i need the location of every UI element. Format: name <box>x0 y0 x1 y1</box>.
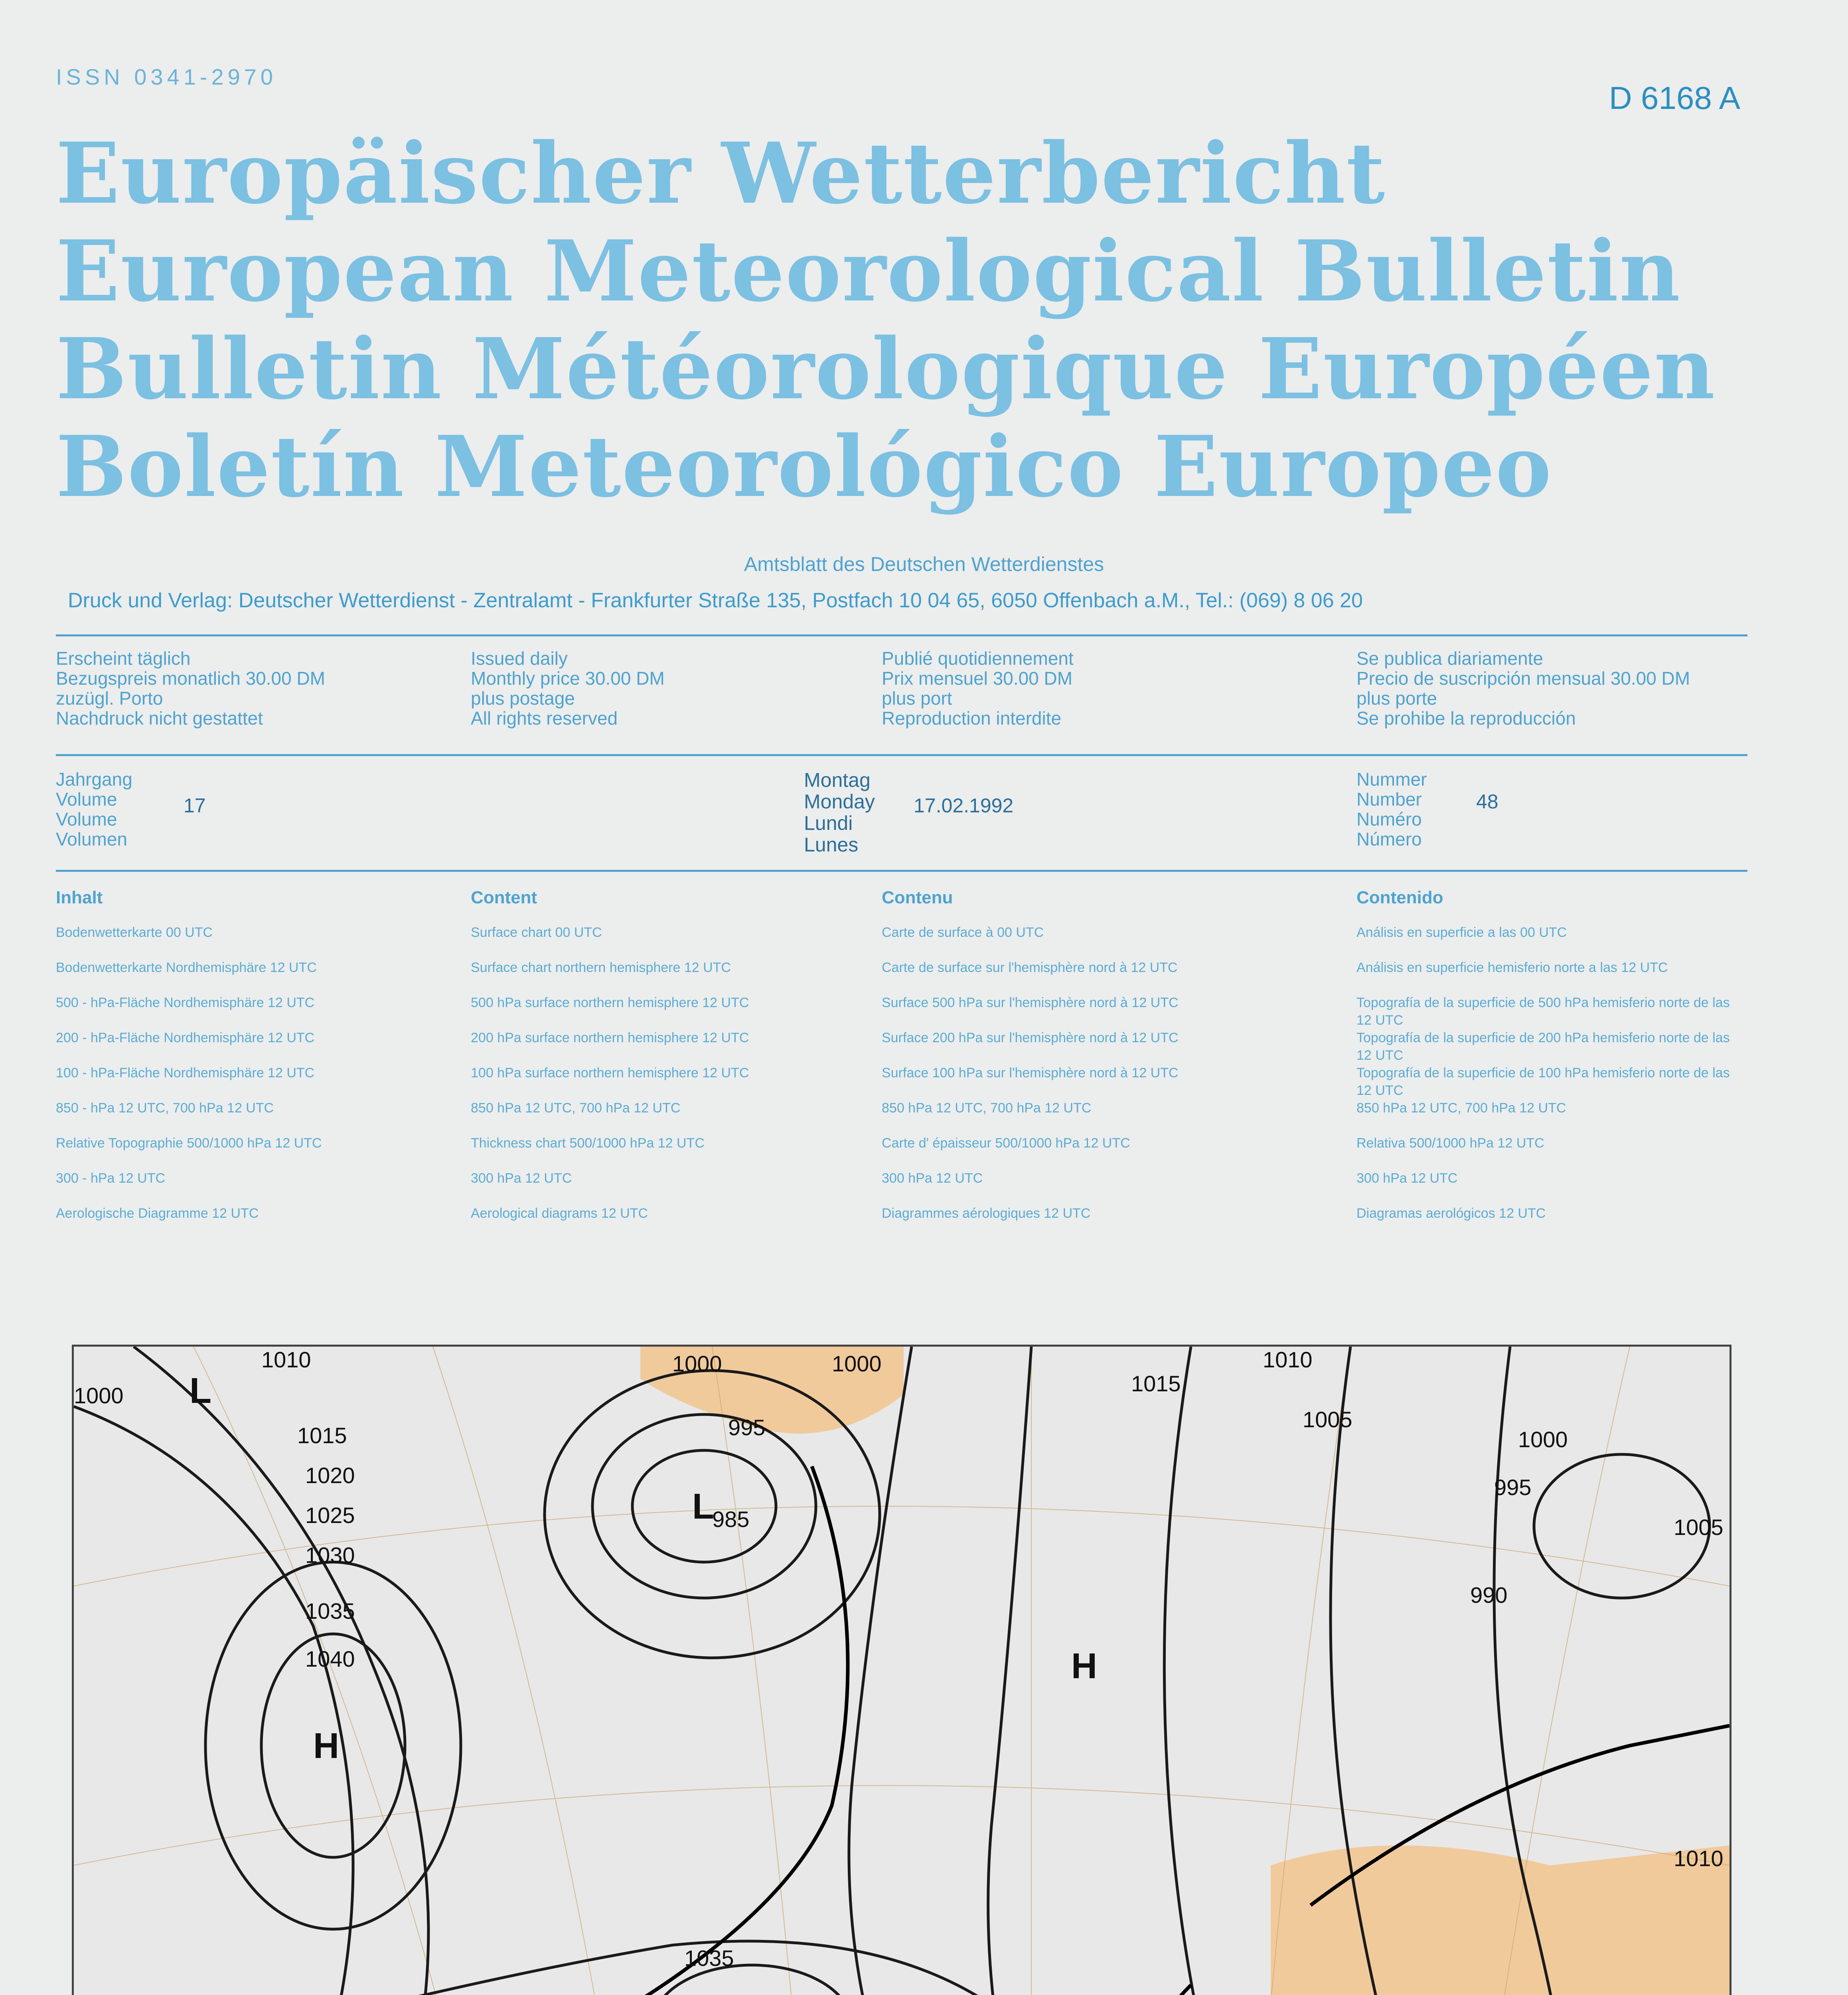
contents-item: 850 hPa 12 UTC, 700 hPa 12 UTC <box>1356 1100 1566 1116</box>
isobar-label: 1000 <box>74 1383 124 1408</box>
contents-item: 300 - hPa 12 UTC <box>56 1171 166 1186</box>
contents-header: Inhalt <box>56 888 103 907</box>
contents-item: Thickness chart 500/1000 hPa 12 UTC <box>471 1136 705 1151</box>
contents-item: Surface chart 00 UTC <box>471 925 602 940</box>
contents-item: 100 hPa surface northern hemisphere 12 UTC <box>471 1065 749 1080</box>
isobar <box>74 1406 353 1995</box>
isobar-label: 1015 <box>1131 1371 1181 1396</box>
title-spanish: Boletín Meteorológico Europeo <box>56 417 1552 516</box>
contents-item: Relative Topographie 500/1000 hPa 12 UTC <box>56 1136 322 1151</box>
contents-item: 850 hPa 12 UTC, 700 hPa 12 UTC <box>471 1100 681 1116</box>
contents-item: 850 - hPa 12 UTC, 700 hPa 12 UTC <box>56 1100 274 1116</box>
subscription-es: Se publica diariamente Precio de suscripción mensual 30.00 DM plus porte Se prohibe la reproducción <box>1356 648 1690 729</box>
issue-date: 17.02.1992 <box>914 794 1014 817</box>
document-number: D 6168 A <box>1609 80 1740 116</box>
contents-item: Carte de surface à 00 UTC <box>882 925 1044 940</box>
contents-header: Contenido <box>1356 888 1443 907</box>
isobar-label: 1010 <box>1674 1846 1724 1871</box>
isobar-label: 1035 <box>305 1598 355 1624</box>
contents-item: 100 - hPa-Fläche Nordhemisphäre 12 UTC <box>56 1065 315 1080</box>
day-labels: Montag Monday Lundi Lunes <box>804 769 875 856</box>
isobar-label: 1000 <box>832 1351 882 1376</box>
isobar-label: 1025 <box>305 1503 355 1528</box>
contents-item: Diagramas aerológicos 12 UTC <box>1356 1206 1546 1221</box>
isobar <box>988 1347 1135 1995</box>
number-labels: Nummer Number Numéro Número <box>1356 769 1427 849</box>
divider <box>56 634 1747 636</box>
contents-item: Topografía de la superficie de 500 hPa hemisferio norte de las 12 UTC <box>1356 995 1730 1028</box>
contents-item: Surface 100 hPa sur l'hemisphère nord à 12 UTC <box>882 1065 1179 1080</box>
isobar-label: 1010 <box>1263 1347 1313 1372</box>
isobar-label: 1030 <box>305 1543 355 1568</box>
contents-item: 500 - hPa-Fläche Nordhemisphäre 12 UTC <box>56 995 315 1010</box>
high-pressure-center: H <box>313 1726 339 1766</box>
eurasia-land <box>1271 1845 1730 1995</box>
official-gazette-line: Amtsblatt des Deutschen Wetterdienstes <box>744 553 1104 575</box>
high-pressure-center: H <box>1071 1646 1097 1686</box>
isobar-label: 1010 <box>261 1347 311 1372</box>
low-pressure-center: L <box>692 1487 714 1527</box>
contents-item: 200 - hPa-Fläche Nordhemisphäre 12 UTC <box>56 1030 315 1045</box>
cold-front <box>433 1466 848 1995</box>
isobar-label: 1000 <box>1518 1427 1568 1452</box>
contents-item: 300 hPa 12 UTC <box>471 1171 572 1186</box>
subscription-de: Erscheint täglich Bezugspreis monatlich 30.00 DM zuzügl. Porto Nachdruck nicht gestattet <box>56 648 325 729</box>
isobar-label: 1020 <box>305 1463 355 1488</box>
subscription-fr: Publié quotidiennement Prix mensuel 30.00 DM plus port Reproduction interdite <box>882 648 1074 729</box>
contents-column-en <box>471 888 870 1240</box>
isobar-label: 985 <box>712 1507 750 1532</box>
contents-item: Surface 500 hPa sur l'hemisphère nord à 12 UTC <box>882 995 1179 1010</box>
contents-item: Bodenwetterkarte 00 UTC <box>56 925 213 940</box>
title-german: Europäischer Wetterbericht <box>56 124 1386 223</box>
divider <box>56 870 1747 872</box>
isobar-label: 995 <box>728 1415 766 1440</box>
isobar <box>849 1347 1015 1995</box>
contents-item: 300 hPa 12 UTC <box>1356 1171 1458 1186</box>
contents-item: Surface chart northern hemisphere 12 UTC <box>471 960 731 975</box>
contents-item: Carte de surface sur l'hemisphère nord à 12 UTC <box>882 960 1178 975</box>
contents-item: 850 hPa 12 UTC, 700 hPa 12 UTC <box>882 1100 1092 1116</box>
contents-item: 500 hPa surface northern hemisphere 12 UTC <box>471 995 749 1010</box>
divider <box>56 754 1747 756</box>
isobar-label: 1040 <box>305 1646 355 1671</box>
isobar-label: 1035 <box>684 1946 734 1971</box>
volume-value: 17 <box>184 794 206 817</box>
occluded-front <box>991 1985 1191 1995</box>
issn-number: ISSN 0341-2970 <box>56 64 277 89</box>
volume-labels: Jahrgang Volume Volume Volumen <box>56 769 132 849</box>
contents-item: Aerological diagrams 12 UTC <box>471 1206 648 1221</box>
contents-item: Topografía de la superficie de 200 hPa hemisferio norte de las 12 UTC <box>1356 1030 1730 1063</box>
publisher-line: Druck und Verlag: Deutscher Wetterdienst - Zentralamt - Frankfurter Straße 135, Postfach 10 04 65, 6050 Offenbach a.M., Tel.: (069) 8 06 20 <box>68 589 1363 612</box>
isobar <box>74 1941 991 1995</box>
contents-item: Diagrammes aérologiques 12 UTC <box>882 1206 1091 1221</box>
contents-item: Análisis en superficie a las 00 UTC <box>1356 925 1567 940</box>
contents-column-de <box>56 888 455 1240</box>
contents-item: Relativa 500/1000 hPa 12 UTC <box>1356 1136 1544 1151</box>
contents-item: Aerologische Diagramme 12 UTC <box>56 1206 259 1221</box>
contents-item: Topografía de la superficie de 100 hPa hemisferio norte de las 12 UTC <box>1356 1065 1730 1098</box>
surface-weather-map <box>72 1345 1732 1995</box>
contents-item: 200 hPa surface northern hemisphere 12 UTC <box>471 1030 749 1045</box>
subscription-en: Issued daily Monthly price 30.00 DM plus postage All rights reserved <box>471 648 665 729</box>
contents-item: Análisis en superficie hemisferio norte a las 12 UTC <box>1356 960 1668 975</box>
isobar-label: 1005 <box>1303 1407 1352 1432</box>
isobar-label: 1005 <box>1674 1515 1724 1540</box>
isobar-label: 990 <box>1470 1582 1508 1608</box>
title-french: Bulletin Météorologique Européen <box>56 320 1716 418</box>
title-english: European Meteorological Bulletin <box>56 222 1681 320</box>
contents-item: 300 hPa 12 UTC <box>882 1171 983 1186</box>
isobar-label: 1015 <box>297 1423 347 1448</box>
isobar-label: 995 <box>1494 1475 1532 1500</box>
contents-column-es <box>1356 888 1747 1240</box>
contents-item: Surface 200 hPa sur l'hemisphère nord à 12 UTC <box>882 1030 1179 1045</box>
issue-number: 48 <box>1476 790 1499 813</box>
isobar-label: 1000 <box>672 1351 722 1376</box>
contents-header: Contenu <box>882 888 953 907</box>
low-pressure-center: L <box>190 1371 211 1411</box>
contents-header: Content <box>471 888 537 907</box>
contents-column-fr <box>882 888 1321 1240</box>
contents-item: Carte d' épaisseur 500/1000 hPa 12 UTC <box>882 1136 1130 1151</box>
contents-item: Bodenwetterkarte Nordhemisphäre 12 UTC <box>56 960 317 975</box>
